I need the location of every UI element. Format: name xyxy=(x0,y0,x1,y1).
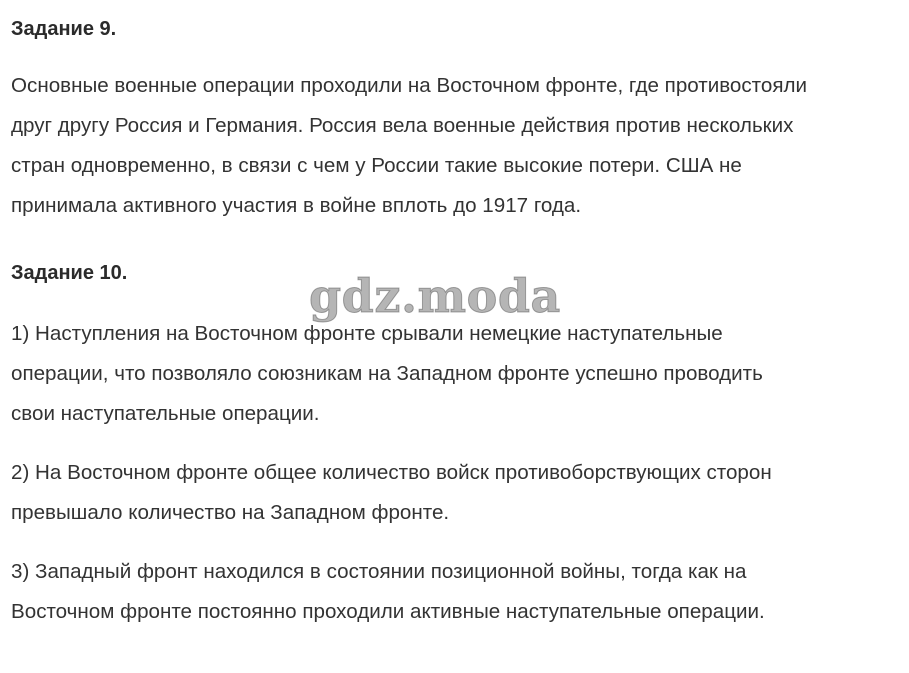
text-line: 2) На Восточном фронте общее количество войск противоборствующих сторон xyxy=(11,461,772,484)
watermark-logo: gdz.moda xyxy=(309,269,561,323)
task-10-heading: Задание 10. xyxy=(11,262,128,284)
text-line: 3) Западный фронт находился в состоянии позиционной войны, тогда как на xyxy=(11,560,747,583)
text-line: друг другу Россия и Германия. Россия вела военные действия против нескольких xyxy=(11,114,794,137)
task-10-point-3 xyxy=(11,552,765,632)
text-line: 1) Наступления на Восточном фронте срывали немецкие наступательные xyxy=(11,322,723,345)
text-line: стран одновременно, в связи с чем у России такие высокие потери. США не xyxy=(11,154,742,177)
text-line: Восточном фронте постоянно проходили активные наступательные операции. xyxy=(11,600,765,623)
text-line: свои наступательные операции. xyxy=(11,402,320,425)
task-10-point-2 xyxy=(11,453,772,533)
text-line: операции, что позволяло союзникам на Западном фронте успешно проводить xyxy=(11,362,763,385)
task-10-point-1 xyxy=(11,314,763,434)
task-9-answer xyxy=(11,66,807,226)
text-line: принимала активного участия в войне вплоть до 1917 года. xyxy=(11,194,582,217)
task-9-heading: Задание 9. xyxy=(11,18,117,40)
text-line: Основные военные операции проходили на Восточном фронте, где противостояли xyxy=(11,74,808,97)
text-line: превышало количество на Западном фронте. xyxy=(11,501,450,524)
